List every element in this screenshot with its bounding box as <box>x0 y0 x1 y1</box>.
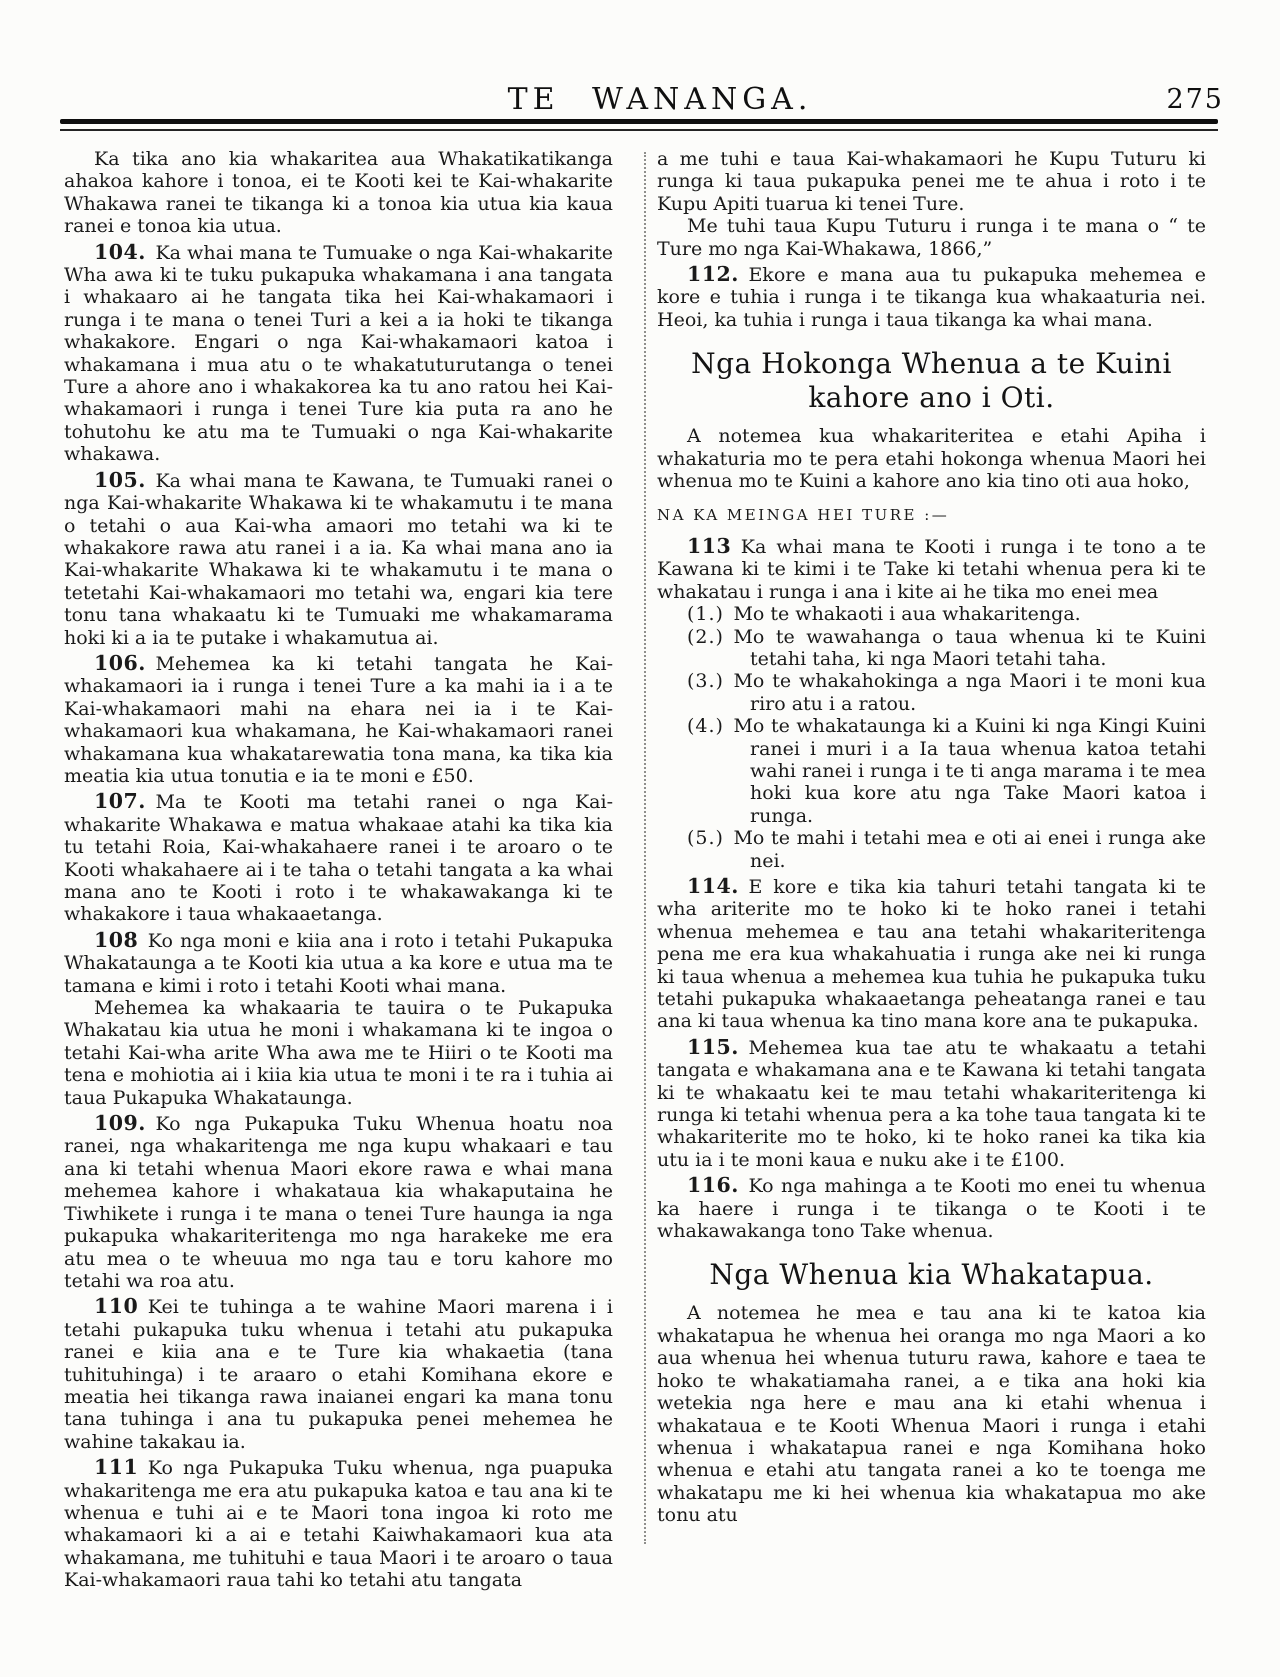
section-number: 104. <box>94 239 146 264</box>
paragraph <box>64 790 613 925</box>
section-heading: Nga Whenua kia Whakatapua. <box>709 1258 1154 1292</box>
column-divider <box>644 152 646 1544</box>
paragraph: Me tuhi taua Kupu Tuturu i runga i te mana o “ te Ture mo nga Kai-Whakawa, 1866,” <box>657 215 1206 260</box>
clause-list-item <box>657 827 1206 872</box>
paragraph-text: Ka whai mana te Tumuake o nga Kai-whakarite Wha awa ki te tuku pukapuka whakamana i ana tangata i whakaaro ai he tangata tika hei Kai-whakamaori i runga i te mana o tenei Turi a kei a ia hoki te tikanga whakakore. Engari o nga Kai-whakamaori katoa i whakamana i mua atu o te whakatuturutanga o tenei Ture a ahore ano i whakakorea ka tu ano ratou hei Kai-whakamaori i runga i tenei Ture kia puta ra ano he tohutohu ke atu ma te Tumuaki o nga Kai-whakarite whakawa. <box>64 241 613 466</box>
paragraph <box>64 652 613 787</box>
clause-list-item <box>657 670 1206 715</box>
paragraph-text: Ka whai mana te Kooti i runga i te tono a te Kawana ki te kimi i te Take ki tetahi whenua pera ki te whakatau i runga i ana i kite ai he tika mo enei mea <box>657 535 1206 603</box>
clause-text: Mo te whakahokinga a nga Maori i te moni kua riro atu i a ratou. <box>723 670 1206 715</box>
clause-text: Mo te whakaoti i aua whakaritenga. <box>723 603 1081 626</box>
paragraph-text: Ka whai mana te Kawana, te Tumuaki ranei o nga Kai-whakarite Whakawa ki te whakamutu i te mana o tetahi o aua Kai-wha amaori mo tetahi wa ki te whakakore rawa atu ranei i a ia. Ka whai mana ano ia Kai-whakarite Whakawa ki te whakamutu i te mana o tetetahi Kai-whakamaori mo tetahi wa, engari kia tere tonu tana whakaatu ki te Tumuaki me whakamarama hoki ki a ia te putake i whakamutua ai. <box>64 469 613 649</box>
clause-list-item <box>657 603 1206 625</box>
paragraph-text: E kore e tika kia tahuri tetahi tangata ki te wha ariterite mo te hoko ki te hoko ranei i tetahi whenua mehemea e tau ana tetahi whakariteritenga pena me era kua whakahuatia i runga ake nei ki runga ki taua whenua a mehemea kua tuhia he pukapuka tuku tetahi pukapuka whakaaetanga peheatanga ranei e tau ana ki taua whenua ka tino mana kore ana te pukapuka. <box>657 875 1206 1033</box>
paragraph-text: Ko nga Pukapuka Tuku whenua, nga puapuka whakaritenga me era atu pukapuka katoa e tau ana ki te whenua e tuhi ai e te Maori tona ingoa ki roto me whakamaori ki a ai e tetahi Kaiwhakamaori kua ata whakamana, me tuhituhi e taua Maori i te aroaro o taua Kai-whakamaori raua tahi ko tetahi atu tangata <box>64 1457 613 1592</box>
paragraph: a me tuhi e taua Kai-whakamaori he Kupu Tuturu ki runga ki taua pukapuka penei me te ahua i roto i te Kupu Apiti tuarua ki tenei Ture. <box>657 148 1206 215</box>
section-number: 105. <box>94 467 146 492</box>
paragraph: Ka tika ano kia whakaritea aua Whakatikatikanga ahakoa kahore i tonoa, ei te Kooti kei te Kai-whakarite Whakawa ranei te tikanga ki a tonoa kia utua kia kaua ranei e tonoa kia utua. <box>64 148 613 238</box>
section-number: 111 <box>94 1455 139 1480</box>
paragraph-text: Mehemea ka ki tetahi tangata he Kai-whakamaori ia i runga i tenei Ture a ka mahi ia i a te Kai-whakamaori mahi na ehara nei ia i te Kai-whakamaori kua whakamana, he Kai-whakamaori ranei whakamana kua whakatarewatia tona mana, ka tika kia meatia kia utua tonutia e ia te moni e £50. <box>64 652 613 787</box>
paragraph-text: Mehemea kua tae atu te whakaatu a tetahi tangata e whakamana ana e te Kawana ki tetahi tangata ki te whakaatu kei te mau tetahi whakariteritenga ki runga ki tetahi whenua pera a ka tohe taua tangata ki te whakariterite mo te hoko, ki te hoko ranei ka tika kia utu ia i te moni kaua e nuku ake i te £100. <box>657 1036 1206 1171</box>
paragraph <box>64 1295 613 1453</box>
left-column <box>64 148 613 1592</box>
paragraph <box>64 469 613 649</box>
paragraph: A notemea he mea e tau ana ki te katoa kia whakatapua he whenua hei oranga mo nga Maori a ko aua whenua hei whenua tuturu rawa, kahore e taea te hoko te whakatiamaha ranei, a e tika ana hoki kia wetekia nga here e mau ana ki etahi whenua i whakataua e te Kooti Whenua Maori i runga i etahi whenua i whakatapua ranei e nga Komihana hoko whenua e etahi atu tangata ranei a ko te toenga me whakatapu me ki hei whenua kia whakatapua mo ake tonu atu <box>657 1302 1206 1527</box>
section-number: 115. <box>687 1034 739 1059</box>
paragraph <box>657 1036 1206 1171</box>
paragraph <box>64 929 613 997</box>
paragraph-text: Ekore e mana aua tu pukapuka mehemea e kore e tuhia i runga i te tikanga kua whakaaturia nei. Heoi, ka tuhia i runga i taua tikanga ka whai mana. <box>657 264 1206 331</box>
section-number: 112. <box>687 262 739 287</box>
section-number: 108 <box>94 927 139 952</box>
clause-marker: (4.) <box>687 715 724 738</box>
clause-text: Mo te whakataunga ki a Kuini ki nga Kingi Kuini ranei i muri i a Ia taua whenua katoa tetahi wahi ranei i runga i te ti anga marama i te mea hoki kua kore atu nga Take Maori katoa i runga. <box>723 715 1206 827</box>
section-number: 113 <box>687 533 732 558</box>
paragraph-text: Ko nga moni e kiia ana i roto i tetahi Pukapuka Whakataunga a te Kooti kia utua a ka kore e utua ma te tamana e kimi i roto i tetahi Kooti whai mana. <box>64 929 613 997</box>
paragraph <box>657 263 1206 331</box>
paragraph <box>657 1174 1206 1242</box>
header-rule-thick <box>60 119 1218 124</box>
masthead-title: TE WANANGA. <box>507 82 813 117</box>
clause-text: Mo te wawahanga o taua whenua ki te Kuini tetahi taha, ki nga Maori tetahi taha. <box>723 625 1206 670</box>
page-number: 275 <box>1166 84 1224 115</box>
paragraph: Mehemea ka whakaaria te tauira o te Pukapuka Whakatau kia utua he moni i whakamana ki te ingoa o tetahi Kai-wha arite Wha awa me te Hiiri o te Kooti ma tena e mohiotia ai i kiia kia utua te moni i te ra i tuhia ai taua Pukapuka Whakataunga. <box>64 997 613 1109</box>
right-column <box>657 148 1206 1527</box>
paragraph-text: Ko nga Pukapuka Tuku Whenua hoatu noa ranei, nga whakaritenga me nga kupu whakaari e tau ana ki tetahi whenua Maori ekore rawa e whai mana mehemea kahore i whakataua kia whakaputaina he Tiwhikete i runga i te mana o tenei Ture haunga ia nga pukapuka whakariteritenga mo nga harakeke me era atu mea o te wheuua mo nga tau e toru kahore mo tetahi wa roa atu. <box>64 1113 613 1292</box>
paragraph-text: Kei te tuhinga a te wahine Maori marena i i tetahi pukapuka tuku whenua i tetahi atu pukapuka ranei e kiia ana e te Ture kia whakaetia (tana tuhituhinga) i te araaro o etahi Komihana ekore e meatia hei tikanga rawa inaianei engari ka mana tonu tana tuhinga i ana tu pukapuka penei mehemea he wahine takakau ia. <box>64 1296 613 1453</box>
clause-text: Mo te mahi i tetahi mea e oti ai enei i runga ake nei. <box>723 827 1206 872</box>
paragraph-text: Ma te Kooti ma tetahi ranei o nga Kai-whakarite Whakawa e matua whakaae atahi ka tika kia tu tetahi Roia, Kai-whakahaere ranei i te aroaro o te Kooti whakahaere ai i te taha o tetahi tangata a ka whai mana ano te Kooti i roto i te whakawakanga ki te whakakore i taua whakaaetanga. <box>64 791 613 926</box>
clause-marker: (1.) <box>687 603 724 626</box>
section-number: 107. <box>94 789 146 814</box>
section-number: 109. <box>94 1111 146 1136</box>
header-rule-thin <box>60 129 1218 131</box>
paragraph <box>657 535 1206 603</box>
enacting-clause: NA KA MEINGA HEI TURE :— <box>657 506 950 525</box>
clause-marker: (5.) <box>687 827 724 850</box>
paragraph <box>657 875 1206 1033</box>
section-number: 110 <box>94 1294 139 1319</box>
clause-list-item <box>657 626 1206 671</box>
paragraph <box>64 1112 613 1292</box>
section-number: 106. <box>94 650 146 675</box>
header-rule <box>60 119 1218 131</box>
section-number: 114. <box>687 873 739 898</box>
paragraph-text: Ko nga mahinga a te Kooti mo enei tu whenua ka haere i runga i te tikanga o te Kooti i te whakawakanga tono Take whenua. <box>657 1175 1206 1243</box>
clause-list-item <box>657 715 1206 827</box>
paragraph <box>64 241 613 466</box>
paragraph <box>64 1456 613 1591</box>
paragraph: A notemea kua whakariteritea e etahi Apiha i whakaturia mo te pera etahi hokonga whenua Maori hei whenua mo te Kuini a kahore ano kia tino oti aua hoko, <box>657 425 1206 493</box>
section-heading: Nga Hokonga Whenua a te Kuini kahore ano i Oti. <box>691 347 1172 415</box>
clause-marker: (2.) <box>687 625 724 648</box>
section-number: 116. <box>687 1173 739 1198</box>
clause-marker: (3.) <box>687 670 724 693</box>
